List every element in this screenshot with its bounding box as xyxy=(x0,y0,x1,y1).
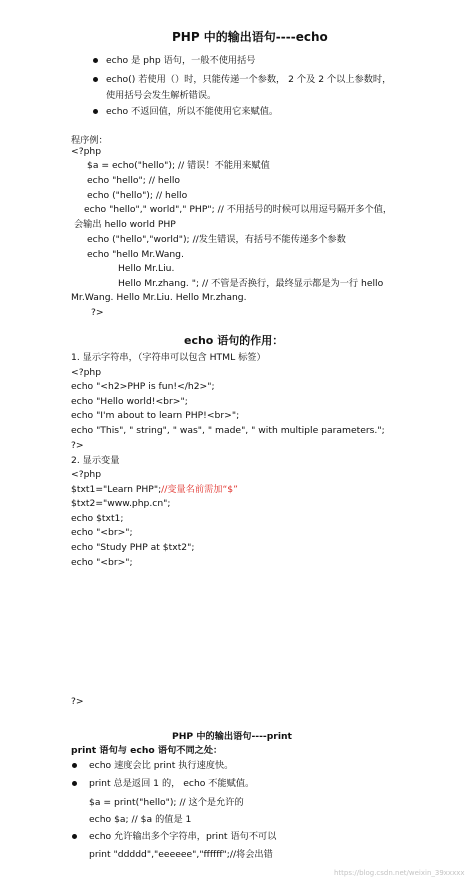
bullet-text: 使用括号会发生解析错误。 xyxy=(106,90,217,101)
usage-line: <?php xyxy=(71,367,102,378)
bullet-dot xyxy=(93,58,98,63)
code-line: 会输出 hello world PHP xyxy=(74,219,176,230)
bullet-text: echo 不返回值，所以不能使用它来赋值。 xyxy=(106,106,279,117)
bullet-dot xyxy=(72,763,77,768)
code-line: echo ("hello"); // hello xyxy=(87,190,188,201)
code-line: <?php xyxy=(71,146,102,157)
usage-line: echo $txt1; xyxy=(71,513,124,524)
bullet-dot xyxy=(93,77,98,82)
code-line: echo "hello"; // hello xyxy=(87,175,181,186)
usage-line: ?> xyxy=(71,440,84,451)
print-heading: PHP 中的输出语句----print xyxy=(172,731,292,742)
page-title: PHP 中的输出语句----echo xyxy=(172,30,328,44)
code-line: Mr.Wang. Hello Mr.Liu. Hello Mr.zhang. xyxy=(71,292,247,303)
print-line: $a = print("hello"); // 这个是允许的 xyxy=(89,797,244,808)
usage-line: echo "<br>"; xyxy=(71,527,133,538)
usage-line: $txt2="www.php.cn"; xyxy=(71,498,171,509)
bullet-dot xyxy=(72,834,77,839)
usage-line xyxy=(71,484,238,495)
bullet-text: echo() 若使用（）时，只能传递一个参数， 2 个及 2 个以上参数时， xyxy=(106,74,392,85)
code-line: $a = echo("hello"); // 错误！不能用来赋值 xyxy=(87,160,270,171)
usage-line: echo "This", " string", " was", " made", " with multiple parameters."; xyxy=(71,425,385,436)
usage-line: 1. 显示字符串，（字符串可以包含 HTML 标签） xyxy=(71,352,266,363)
code-text: $txt1="Learn PHP"; xyxy=(71,484,162,495)
bullet-text: echo 是 php 语句，一般不使用括号 xyxy=(106,55,256,66)
code-line: echo "hello"," world"," PHP"; // 不用括号的时候可以用逗号隔开多个值， xyxy=(84,204,393,215)
usage-line: echo "Study PHP at $txt2"; xyxy=(71,542,195,553)
print-line: print "ddddd","eeeeee","ffffff";//将会出错 xyxy=(89,849,273,860)
code-line: Hello Mr.zhang. "; // 不管是否换行，最终显示都是为一行 hello xyxy=(118,278,384,289)
code-line: Hello Mr.Liu. xyxy=(118,263,175,274)
code-line: ?> xyxy=(91,307,104,318)
print-subheading: print 语句与 echo 语句不同之处： xyxy=(71,745,223,756)
print-line: echo 允许输出多个字符串，print 语句不可以 xyxy=(89,831,277,842)
print-line: echo $a; // $a 的值是 1 xyxy=(89,814,192,825)
print-line: echo 速度会比 print 执行速度快。 xyxy=(89,760,234,771)
usage-line: echo "Hello world!<br>"; xyxy=(71,396,188,407)
variable-note: //变量名前需加“$” xyxy=(161,484,238,495)
usage-line: echo "<br>"; xyxy=(71,557,133,568)
usage-line: ?> xyxy=(71,696,84,707)
section-heading: echo 语句的作用： xyxy=(184,334,284,347)
usage-line: echo "<h2>PHP is fun!</h2>"; xyxy=(71,381,215,392)
watermark: https://blog.csdn.net/weixin_39xxxxx xyxy=(334,869,465,877)
bullet-dot xyxy=(72,781,77,786)
example-label: 程序例： xyxy=(71,135,108,146)
print-line: print 总是返回 1 的， echo 不能赋值。 xyxy=(89,778,255,789)
usage-line: 2. 显示变量 xyxy=(71,455,120,466)
code-line: echo "hello Mr.Wang. xyxy=(87,249,184,260)
usage-line: echo "I'm about to learn PHP!<br>"; xyxy=(71,410,240,421)
bullet-dot xyxy=(93,109,98,114)
code-line: echo ("hello","world"); //发生错误，有括号不能传递多个参数 xyxy=(87,234,346,245)
usage-line: <?php xyxy=(71,469,102,480)
